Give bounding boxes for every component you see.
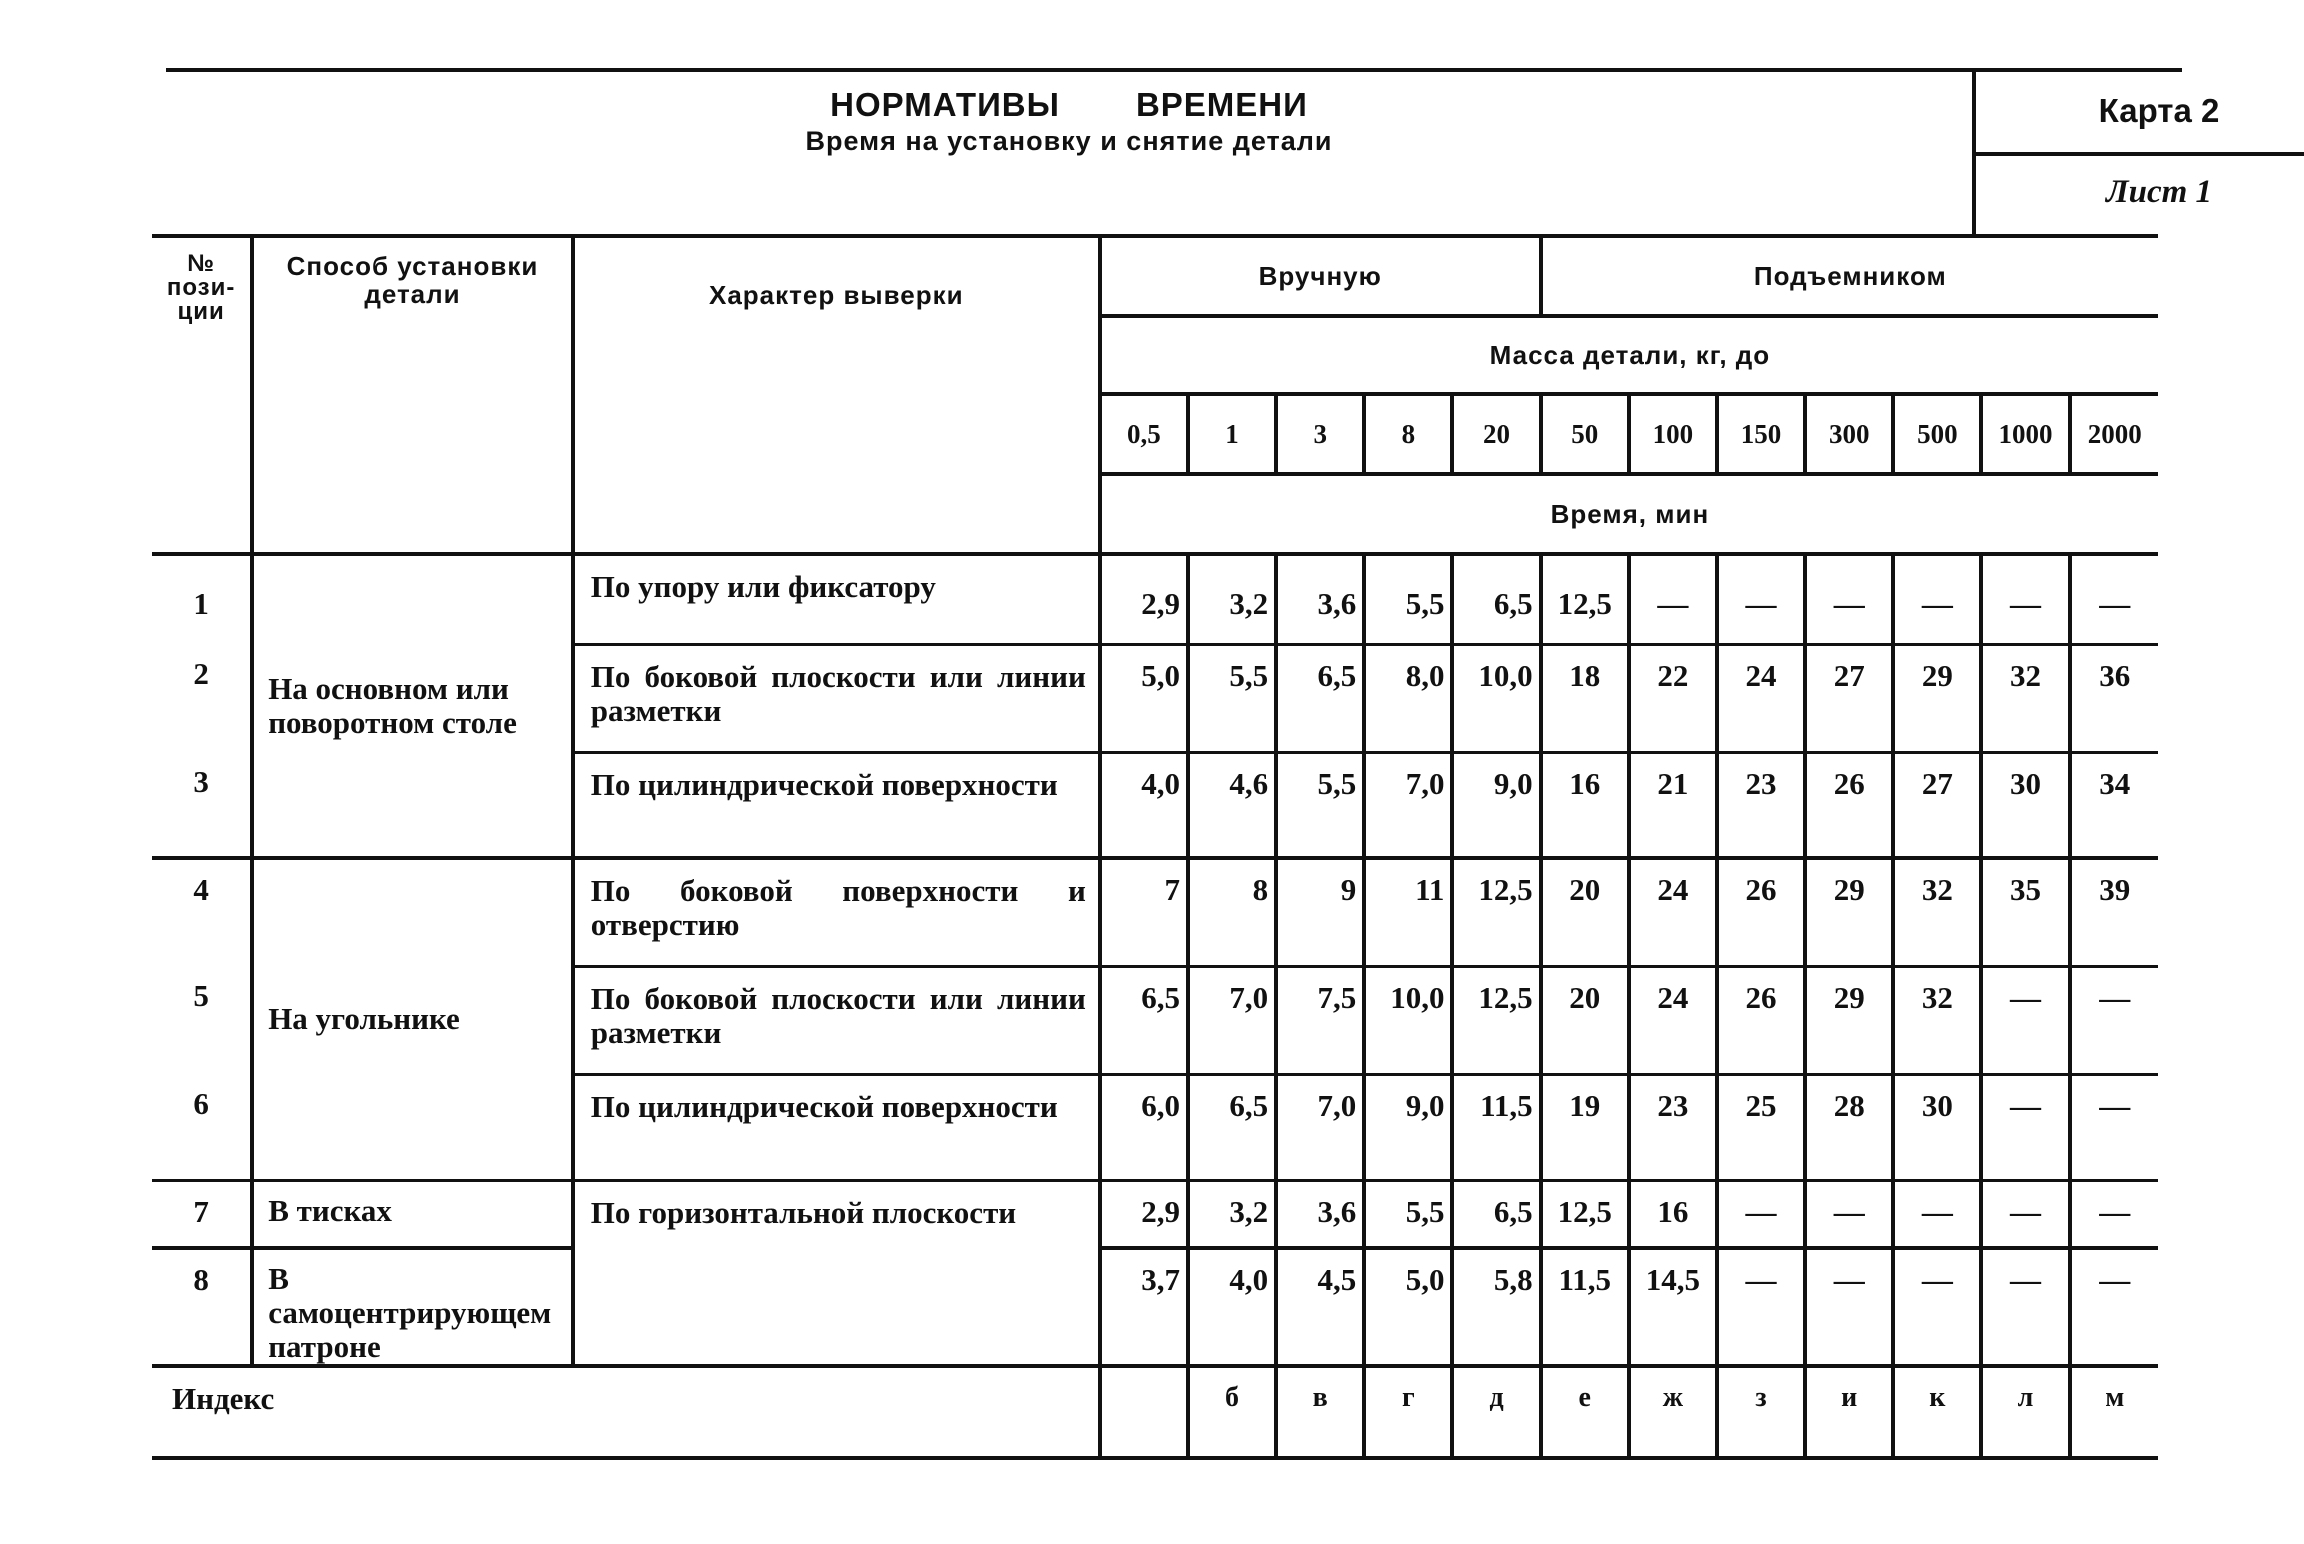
time-value: —: [1805, 1248, 1893, 1366]
time-value: 7: [1100, 858, 1188, 966]
time-value: 16: [1541, 752, 1629, 858]
sheet-number: Лист 1: [2105, 174, 2213, 210]
alignment-cell: По упору или фиксатору: [573, 554, 1100, 644]
time-value: 14,5: [1629, 1248, 1717, 1366]
card-divider: [1976, 152, 2304, 156]
index-letter: м: [2070, 1366, 2158, 1458]
alignment-cell: По боковой поверхности и отверстию: [573, 858, 1100, 966]
document-title-block: [166, 68, 2220, 236]
time-value: 27: [1805, 644, 1893, 752]
time-value: —: [2070, 1074, 2158, 1180]
mass-header-1: 1: [1188, 394, 1276, 474]
time-value: 9,0: [1452, 752, 1540, 858]
time-value: —: [1717, 1180, 1805, 1248]
index-row: [152, 1366, 2158, 1458]
time-value: 7,0: [1364, 752, 1452, 858]
time-value: 29: [1805, 966, 1893, 1074]
table-row: [152, 858, 2158, 966]
index-letter: е: [1541, 1366, 1629, 1458]
time-value: 6,0: [1100, 1074, 1188, 1180]
time-value: 32: [1981, 644, 2069, 752]
index-letter: к: [1893, 1366, 1981, 1458]
time-value: 5,8: [1452, 1248, 1540, 1366]
header-alignment: [573, 236, 1100, 554]
time-value: 10,0: [1452, 644, 1540, 752]
time-value: 5,0: [1100, 644, 1188, 752]
time-value: 36: [2070, 644, 2158, 752]
time-value: 4,6: [1188, 752, 1276, 858]
mass-header-5: 50: [1541, 394, 1629, 474]
card-number: Карта 2: [2098, 92, 2220, 129]
mass-header-10: 1000: [1981, 394, 2069, 474]
title-word-1: НОРМАТИВЫ: [830, 86, 1060, 123]
time-value: —: [1629, 554, 1717, 644]
index-letter: д: [1452, 1366, 1540, 1458]
method-cell: На основном или поворотном столе: [252, 554, 573, 858]
header-position: [152, 236, 252, 554]
index-letter: [1100, 1366, 1188, 1458]
time-value: —: [1981, 554, 2069, 644]
table-row: [152, 1248, 2158, 1366]
header-position-text: № пози-ции: [166, 250, 236, 325]
time-value: —: [1805, 554, 1893, 644]
time-value: 10,0: [1364, 966, 1452, 1074]
mass-header-6: 100: [1629, 394, 1717, 474]
position-number: 5: [193, 978, 209, 1013]
alignment-cell: По боковой плоскости или линии разметки: [573, 644, 1100, 752]
time-value: 5,0: [1364, 1248, 1452, 1366]
time-value: 11,5: [1452, 1074, 1540, 1180]
position-number: 8: [152, 1248, 252, 1366]
position-number: 6: [193, 1086, 209, 1121]
position-number: 4: [152, 858, 252, 966]
position-number: 7: [152, 1180, 252, 1248]
header-time: Время, мин: [1100, 474, 2158, 554]
index-letter: в: [1276, 1366, 1364, 1458]
time-value: 20: [1541, 966, 1629, 1074]
card-sheet-box: [1972, 68, 2304, 236]
index-letter: и: [1805, 1366, 1893, 1458]
time-value: 32: [1893, 966, 1981, 1074]
index-letter: б: [1188, 1366, 1276, 1458]
time-value: 26: [1805, 752, 1893, 858]
alignment-cell: По боковой плоскости или линии разметки: [573, 966, 1100, 1074]
time-value: 29: [1805, 858, 1893, 966]
time-value: 9: [1276, 858, 1364, 966]
time-value: 4,0: [1100, 752, 1188, 858]
time-value: —: [1981, 1180, 2069, 1248]
time-value: —: [1893, 1248, 1981, 1366]
time-value: 8,0: [1364, 644, 1452, 752]
top-rule: [166, 68, 2182, 72]
time-value: 7,0: [1276, 1074, 1364, 1180]
header-manual: Вручную: [1100, 236, 1541, 316]
time-value: 5,5: [1364, 554, 1452, 644]
time-value: 4,5: [1276, 1248, 1364, 1366]
time-value: 34: [2070, 752, 2158, 858]
time-value: 20: [1541, 858, 1629, 966]
time-value: 26: [1717, 966, 1805, 1074]
time-value: 12,5: [1452, 858, 1540, 966]
mass-header-2: 3: [1276, 394, 1364, 474]
time-value: 12,5: [1541, 1180, 1629, 1248]
time-value: —: [1981, 966, 2069, 1074]
time-value: 23: [1717, 752, 1805, 858]
mass-header-4: 20: [1452, 394, 1540, 474]
time-value: 5,5: [1364, 1180, 1452, 1248]
time-value: 25: [1717, 1074, 1805, 1180]
time-value: 29: [1893, 644, 1981, 752]
time-value: 7,5: [1276, 966, 1364, 1074]
time-value: —: [2070, 554, 2158, 644]
time-value: 24: [1629, 966, 1717, 1074]
time-value: 6,5: [1188, 1074, 1276, 1180]
time-value: 7,0: [1188, 966, 1276, 1074]
method-cell: На угольнике: [252, 858, 573, 1180]
time-value: 35: [1981, 858, 2069, 966]
time-value: 39: [2070, 858, 2158, 966]
method-cell: В тисках: [252, 1180, 573, 1248]
position-number: 3: [193, 764, 209, 799]
header-mass: Масса детали, кг, до: [1100, 316, 2158, 394]
time-value: 2,9: [1100, 554, 1188, 644]
time-value: 3,7: [1100, 1248, 1188, 1366]
time-value: 3,2: [1188, 554, 1276, 644]
alignment-cell: По горизонтальной плоскости: [573, 1180, 1100, 1366]
time-value: 3,6: [1276, 554, 1364, 644]
time-value: 28: [1805, 1074, 1893, 1180]
time-value: 24: [1629, 858, 1717, 966]
time-value: —: [2070, 966, 2158, 1074]
time-value: 12,5: [1452, 966, 1540, 1074]
time-value: —: [1717, 554, 1805, 644]
mass-header-11: 2000: [2070, 394, 2158, 474]
time-value: 5,5: [1276, 752, 1364, 858]
time-value: 12,5: [1541, 554, 1629, 644]
time-value: 8: [1188, 858, 1276, 966]
document-subtitle: Время на установку и снятие детали: [805, 126, 1333, 156]
mass-header-7: 150: [1717, 394, 1805, 474]
time-value: 24: [1717, 644, 1805, 752]
mass-header-0: 0,5: [1100, 394, 1188, 474]
time-value: 6,5: [1276, 644, 1364, 752]
time-value: 21: [1629, 752, 1717, 858]
time-value: 2,9: [1100, 1180, 1188, 1248]
time-value: 19: [1541, 1074, 1629, 1180]
time-value: 11: [1364, 858, 1452, 966]
index-letter: з: [1717, 1366, 1805, 1458]
title-word-2: ВРЕМЕНИ: [1135, 86, 1308, 123]
time-value: 4,0: [1188, 1248, 1276, 1366]
alignment-cell: По цилиндрической поверхности: [573, 752, 1100, 858]
time-value: 22: [1629, 644, 1717, 752]
time-value: —: [1717, 1248, 1805, 1366]
time-value: 6,5: [1452, 1180, 1540, 1248]
alignment-cell: По цилиндрической поверхности: [573, 1074, 1100, 1180]
time-value: —: [1893, 554, 1981, 644]
time-value: 16: [1629, 1180, 1717, 1248]
time-value: —: [1805, 1180, 1893, 1248]
position-number: 1: [152, 554, 252, 644]
time-value: —: [1893, 1180, 1981, 1248]
header-alignment-text: Характер выверки: [708, 280, 964, 310]
time-value: 18: [1541, 644, 1629, 752]
index-letter: л: [1981, 1366, 2069, 1458]
time-value: —: [2070, 1180, 2158, 1248]
time-value: 3,2: [1188, 1180, 1276, 1248]
time-value: 32: [1893, 858, 1981, 966]
method-cell: В самоцентрирующем патроне: [252, 1248, 573, 1366]
time-value: 6,5: [1452, 554, 1540, 644]
time-value: 9,0: [1364, 1074, 1452, 1180]
time-value: 3,6: [1276, 1180, 1364, 1248]
time-value: 27: [1893, 752, 1981, 858]
index-letter: ж: [1629, 1366, 1717, 1458]
index-label: Индекс: [152, 1366, 1100, 1458]
header-hoist: Подъемником: [1541, 236, 2158, 316]
time-value: —: [1981, 1074, 2069, 1180]
document-title: [166, 86, 1972, 124]
mass-header-9: 500: [1893, 394, 1981, 474]
header-method-text: Способ установки детали: [286, 251, 539, 309]
time-value: 23: [1629, 1074, 1717, 1180]
time-value: 6,5: [1100, 966, 1188, 1074]
index-letter: г: [1364, 1366, 1452, 1458]
time-value: 5,5: [1188, 644, 1276, 752]
time-value: —: [2070, 1248, 2158, 1366]
header-method: [252, 236, 573, 554]
table-row: [152, 1180, 2158, 1248]
time-value: —: [1981, 1248, 2069, 1366]
table-row: [152, 554, 2158, 644]
time-value: 11,5: [1541, 1248, 1629, 1366]
position-number: 2: [193, 656, 209, 691]
mass-header-3: 8: [1364, 394, 1452, 474]
mass-header-8: 300: [1805, 394, 1893, 474]
time-norms-table: [152, 234, 2158, 1460]
time-value: 30: [1981, 752, 2069, 858]
time-value: 30: [1893, 1074, 1981, 1180]
time-value: 26: [1717, 858, 1805, 966]
